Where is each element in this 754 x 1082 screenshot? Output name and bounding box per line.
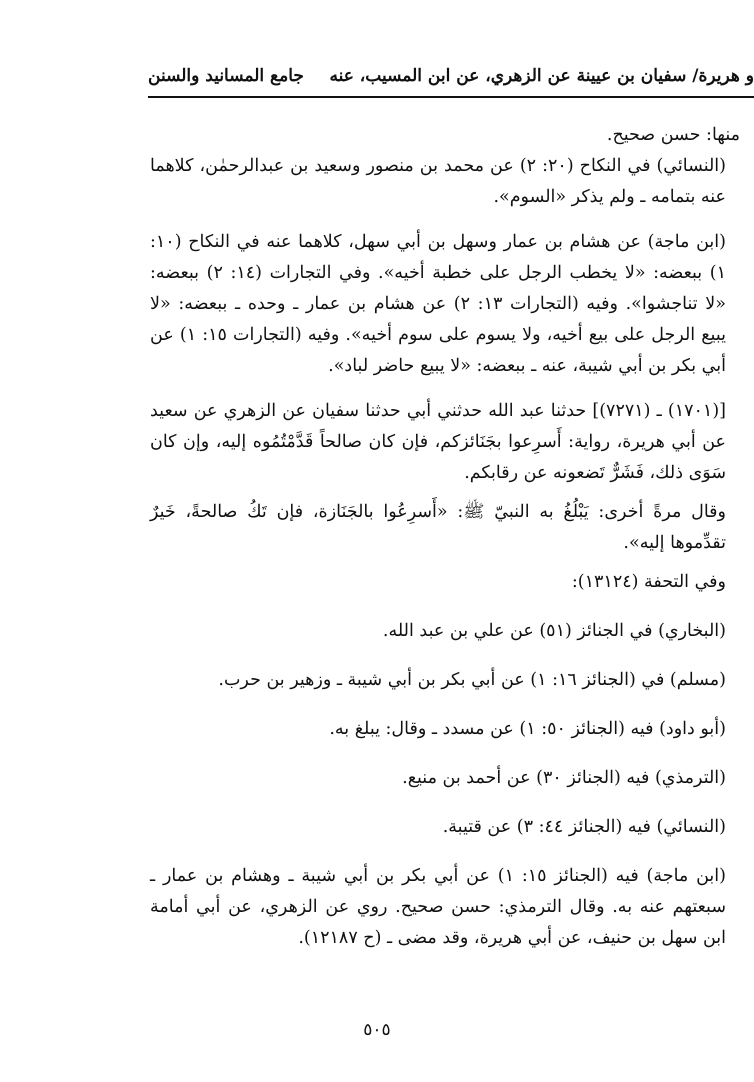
paragraph: وفي التحفة (١٣١٢٤): [571, 572, 726, 592]
hadith-paragraph: [(١٧٠١) ـ (٧٢٧١)] حدثنا عبد الله حدثني أبي حدثنا سفيان عن الزهري عن سعيد عن أبي هريرة، رواية: أَسرِعوا بجَنَائزكم، فإن كان صالحاً قَدَّمْتُمُوه إليه، وإن كان سَوَى ذلك، فَشَرٌّ تَضعونه عن رقابكم. [150, 401, 726, 483]
page-number: ٥٠٥ [363, 1020, 391, 1040]
paragraph: (ابن ماجة) عن هشام بن عمار وسهل بن أبي سهل، كلاهما عنه في النكاح (١٠: ١) ببعضه: «لا يخطب الرجل على خطبة أخيه». وفي التجارات (١٤: ٢) ببعضه: «لا تناجشوا». وفيه (التجارات ١٣: ٢) عن هشام بن عمار ـ وحده ـ ببعضه: «لا يبيع الرجل على بيع أخيه، ولا يسوم على سوم أخيه». وفيه (التجارات ١٥: ١) عن أبي بكر بن أبي شيبة، عنه ـ ببعضه: «لا يبيع حاضر لباد». [150, 232, 726, 376]
paragraph: وقال مرةً أخرى: يَبْلُغُ به النبيّ ﷺ: «أَسرِعُوا بالجَنَازة، فإن تَكُ صالحةً، خَيرٌ تقدِّموها إليه». [150, 502, 726, 553]
paragraph: (أبو داود) فيه (الجنائز ٥٠: ١) عن مسدد ـ وقال: يبلغ به. [329, 719, 726, 739]
header-rule [148, 96, 754, 98]
running-header [148, 62, 754, 98]
paragraph: (ابن ماجة) فيه (الجنائز ١٥: ١) عن أبي بكر بن أبي شيبة ـ وهشام بن عمار ـ سبعتهم عنه به. وقال الترمذي: حسن صحيح. روي عن الزهري، عن أبي أمامة ابن سهل بن حنيف، عن أبي هريرة، وقد مضى ـ (ح ١٢١٨٧). [150, 866, 726, 948]
paragraph: منها: حسن صحيح. [606, 125, 740, 145]
paragraph: (الترمذي) فيه (الجنائز ٣٠) عن أحمد بن منيع. [402, 768, 726, 788]
page-body [150, 120, 740, 954]
paragraph: (مسلم) في (الجنائز ١٦: ١) عن أبي بكر بن أبي شيبة ـ وزهير بن حرب. [218, 670, 726, 690]
paragraph: (النسائي) فيه (الجنائز ٤٤: ٣) عن قتيبة. [442, 817, 726, 837]
paragraph: (البخاري) في الجنائز (٥١) عن علي بن عبد الله. [382, 621, 726, 641]
header-chapter-title: و هريرة/ سفيان بن عيينة عن الزهري، عن ابن المسيب، عنه [329, 66, 754, 86]
paragraph: (النسائي) في النكاح (٢٠: ٢) عن محمد بن منصور وسعيد بن عبدالرحمٰن، كلاهما عنه بتمامه ـ ولم يذكر «السوم». [150, 156, 726, 207]
header-book-title: جامع المسانيد والسنن [148, 66, 304, 86]
